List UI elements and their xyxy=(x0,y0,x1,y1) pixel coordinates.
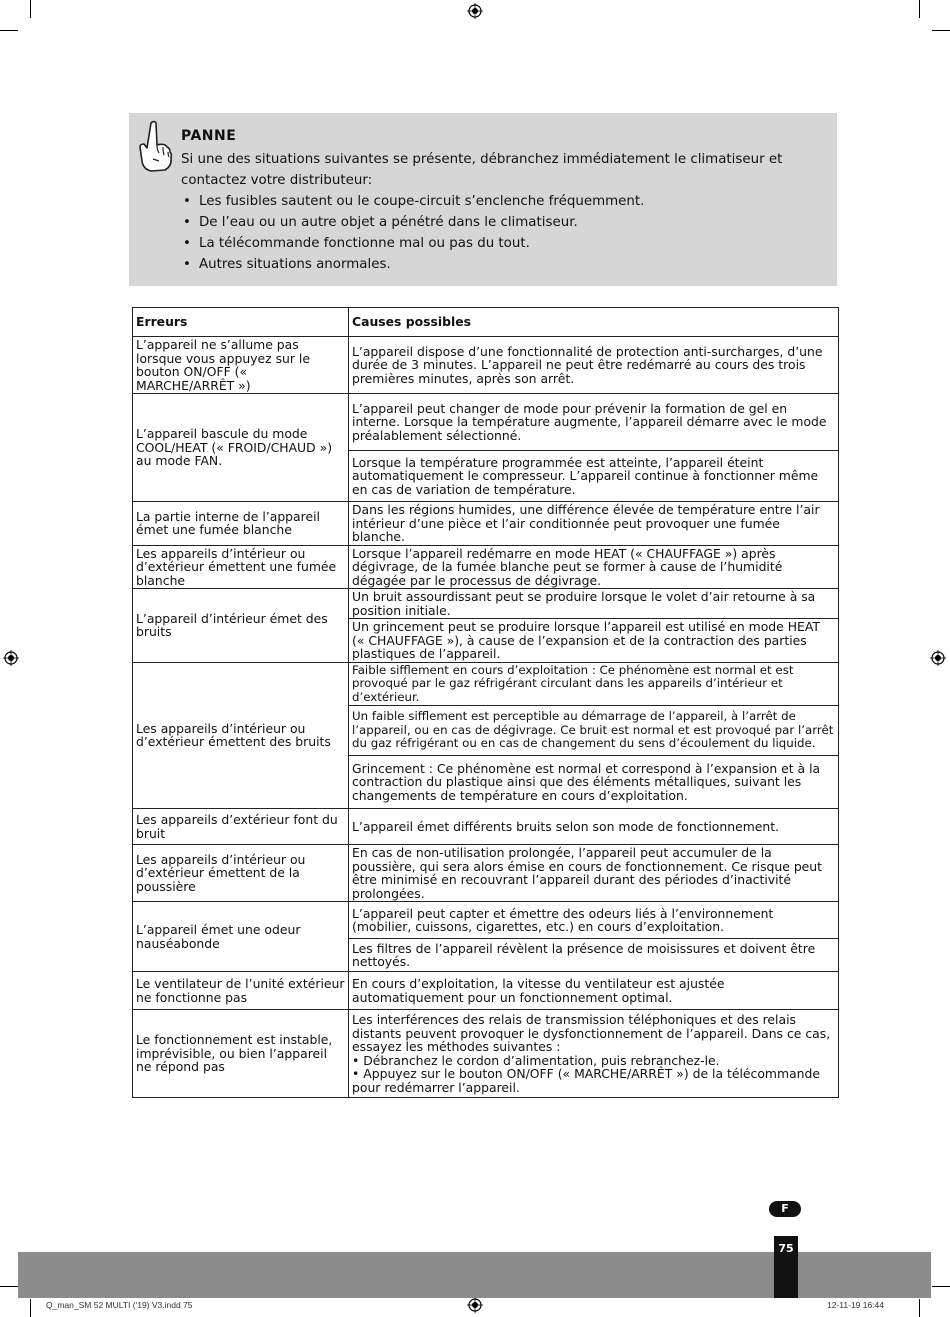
list-item: • De l’eau ou un autre objet a pénétré dans le climatiseur. xyxy=(181,212,644,233)
language-badge: F xyxy=(769,1201,801,1217)
cause-cell: En cours d’exploitation, la vitesse du ventilateur est ajustée automatiquement pour un fonctionnement optimal. xyxy=(349,972,839,1010)
list-item: • La télécommande fonctionne mal ou pas du tout. xyxy=(181,233,644,254)
table-row xyxy=(133,809,839,845)
table-row xyxy=(133,1010,839,1098)
cause-cell: L’appareil peut changer de mode pour prévenir la formation de gel en interne. Lorsque la température augmente, l’appareil démarre avec le mode préalablement sélectionné. xyxy=(349,394,839,451)
cause-text: Les interférences des relais de transmission téléphoniques et des relais distants peuvent provoquer le dysfonctionnement de l’appareil. Dans ce cas, essayez les méthodes suivantes : xyxy=(352,1012,831,1054)
error-cell: L’appareil bascule du mode COOL/HEAT (« FROID/CHAUD ») au mode FAN. xyxy=(133,394,349,502)
table-row xyxy=(133,337,839,394)
table-header-row xyxy=(133,308,839,337)
cause-cell: Un bruit assourdissant peut se produire lorsque le volet d’air retourne à sa position initiale. xyxy=(349,589,839,619)
error-cell: Les appareils d’intérieur ou d’extérieur émettent une fumée blanche xyxy=(133,545,349,589)
cause-cell: L’appareil peut capter et émettre des odeurs liés à l’environnement (mobilier, cuissons, cigarettes, etc.) en cours d’exploitation. xyxy=(349,902,839,939)
date-slug: 12-11-19 16:44 xyxy=(826,1300,884,1310)
list-item: • Autres situations anormales. xyxy=(181,254,644,275)
pointing-hand-icon xyxy=(137,119,173,179)
page-number: 75 xyxy=(774,1236,798,1298)
error-cell: Les appareils d’intérieur ou d’extérieur émettent de la poussière xyxy=(133,845,349,902)
error-cell: La partie interne de l’appareil émet une fumée blanche xyxy=(133,502,349,546)
cause-cell: L’appareil émet différents bruits selon son mode de fonctionnement. xyxy=(349,809,839,845)
cause-bullet: • Débranchez le cordon d’alimentation, puis rebranchez-le. xyxy=(352,1052,720,1068)
crop-mark xyxy=(919,0,920,18)
crop-mark xyxy=(932,30,950,31)
error-cell: L’appareil d’intérieur émet des bruits xyxy=(133,589,349,663)
cause-cell: Dans les régions humides, une différence élevée de température entre l’air intérieur d’une pièce et l’air conditionnée peut provoquer une fumée blanche. xyxy=(349,502,839,546)
table-row xyxy=(133,502,839,546)
notice-intro: Si une des situations suivantes se présente, débranchez immédiatement le climatiseur et contactez votre distributeur: xyxy=(181,152,783,188)
table-row xyxy=(133,845,839,902)
registration-mark-icon xyxy=(467,1297,483,1313)
column-header-causes: Causes possibles xyxy=(349,308,839,337)
table-row xyxy=(133,902,839,939)
cause-cell: Lorsque la température programmée est atteinte, l’appareil éteint automatiquement le compresseur. L’appareil continue à fonctionner même en cas de variation de température. xyxy=(349,451,839,502)
troubleshooting-table xyxy=(132,307,839,1098)
column-header-errors: Erreurs xyxy=(133,308,349,337)
cause-cell: Un grincement peut se produire lorsque l’appareil est utilisé en mode HEAT (« CHAUFFAGE »), à cause de l’expansion et de la contraction des parties plastiques de l’appareil. xyxy=(349,619,839,663)
error-cell: L’appareil ne s’allume pas lorsque vous appuyez sur le bouton ON/OFF (« MARCHE/ARRÊT ») xyxy=(133,337,349,394)
registration-mark-icon xyxy=(930,650,946,666)
cause-cell: Les filtres de l’appareil révèlent la présence de moisissures et doivent être nettoyés. xyxy=(349,939,839,972)
error-cell: Le ventilateur de l’unité extérieur ne fonctionne pas xyxy=(133,972,349,1010)
warning-notice xyxy=(129,113,837,286)
crop-mark xyxy=(0,1286,18,1287)
error-cell: Les appareils d’intérieur ou d’extérieur émettent des bruits xyxy=(133,662,349,809)
cause-cell: Grincement : Ce phénomène est normal et correspond à l’expansion et à la contraction du plastique ainsi que des éléments métalliques, suivant les changements de température en cours d’exploitation. xyxy=(349,756,839,809)
table-row xyxy=(133,662,839,706)
cause-cell: L’appareil dispose d’une fonctionnalité de protection anti-surcharges, d’une durée de 3 minutes. L’appareil ne peut être redémarré au cours des trois premières minutes, après son arrêt. xyxy=(349,337,839,394)
list-item: • Les fusibles sautent ou le coupe-circuit s’enclenche fréquemment. xyxy=(181,191,644,212)
file-slug: Q_man_SM 52 MULTI ('19) V3.indd 75 xyxy=(46,1300,193,1310)
crop-mark xyxy=(30,1299,31,1317)
error-cell: Les appareils d’extérieur font du bruit xyxy=(133,809,349,845)
table-row xyxy=(133,394,839,451)
cause-cell: Faible sifflement en cours d’exploitation : Ce phénomène est normal et est provoqué par le gaz réfrigérant circulant dans les appareils d’intérieur et d’extérieur. xyxy=(349,662,839,706)
cause-cell: Un faible sifflement est perceptible au démarrage de l’appareil, à l’arrêt de l’appareil, ou en cas de dégivrage. Ce bruit est normal et est provoqué par l’arrêt du gaz réfrigérant ou en cas de changement du sens d’écoulement du liquide. xyxy=(349,706,839,756)
error-cell: L’appareil émet une odeur nauséabonde xyxy=(133,902,349,972)
crop-mark xyxy=(30,0,31,18)
error-cell: Le fonctionnement est instable, imprévisible, ou bien l’appareil ne répond pas xyxy=(133,1010,349,1098)
table-row xyxy=(133,589,839,619)
table-row xyxy=(133,545,839,589)
crop-mark xyxy=(919,1299,920,1317)
cause-cell: En cas de non-utilisation prolongée, l’appareil peut accumuler de la poussière, qui sera alors émise en cours de fonctionnement. Ce risque peut être minimisé en recouvrant l’appareil durant des périodes d’inactivité prolongées. xyxy=(349,845,839,902)
crop-mark xyxy=(932,1286,950,1287)
table-row xyxy=(133,972,839,1010)
cause-bullet: • Appuyez sur le bouton ON/OFF (« MARCHE/ARRÊT ») de la télécommande pour redémarrer l’appareil. xyxy=(352,1066,821,1095)
registration-mark-icon xyxy=(467,3,483,19)
cause-cell xyxy=(349,1010,839,1098)
cause-cell: Lorsque l’appareil redémarre en mode HEAT (« CHAUFFAGE ») après dégivrage, de la fumée blanche peut se former à cause de l’humidité dégagée par le processus de dégivrage. xyxy=(349,545,839,589)
notice-title: PANNE xyxy=(181,128,237,144)
registration-mark-icon xyxy=(3,650,19,666)
notice-list xyxy=(181,191,644,275)
crop-mark xyxy=(0,30,18,31)
